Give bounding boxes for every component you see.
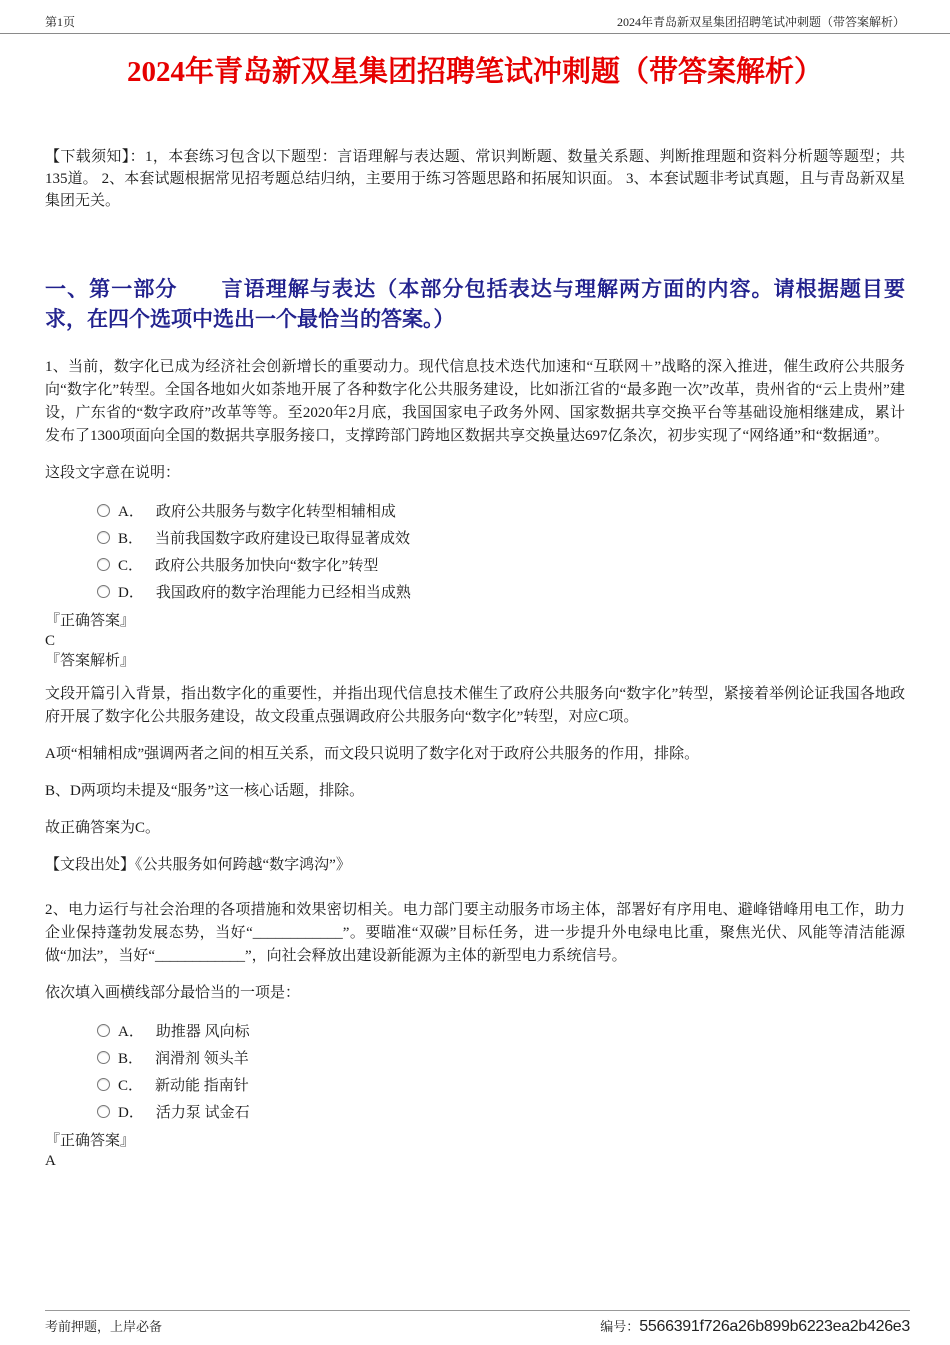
question-2-stem: 2、电力运行与社会治理的各项措施和效果密切相关。电力部门要主动服务市场主体，部署好有序用电、避峰错峰用电工作，助力企业保持蓬勃发展态势，当好“____________”。要瞄准“双碳”目标任务，进一步提升外电绿电比重，聚焦光伏、风能等清洁能源做“加法”，当好“____________”，向社会释放出建设新能源为主体的新型电力系统信号。 [45,902,905,964]
option-letter: D． [118,1104,144,1121]
question-2-option-d[interactable] [97,1100,905,1122]
question-2-options [97,1019,905,1122]
header-doc-title: 2024年青岛新双星集团招聘笔试冲刺题（带答案解析） [616,15,905,29]
correct-answer-value: A [45,1153,56,1169]
option-letter: B． [118,1050,144,1067]
radio-button-icon[interactable] [97,531,110,544]
analysis-paragraph: 故正确答案为C。 [45,820,161,836]
option-text: 活力泵 试金石 [155,1104,250,1121]
option-letter: C． [118,1077,144,1094]
question-2-option-a[interactable] [97,1019,905,1041]
question-1-source: 【文段出处】《公共服务如何跨越“数字鸿沟”》 [45,857,351,873]
page-footer [45,1310,910,1336]
question-2-option-c[interactable] [97,1073,905,1095]
download-notice: 【下载须知】：1，本套练习包含以下题型：言语理解与表达题、常识判断题、数量关系题、判断推理题和资料分析题等题型；共135道。 2、本套试题根据常见招考题总结归纳，主要用于练习答题思路和拓展知识面。 3、本套试题非考试真题，且与青岛新双星集团无关。 [45,149,905,209]
option-text: 新动能 指南针 [155,1077,249,1094]
question-2-answer-block [45,1131,905,1171]
footer-slogan: 考前押题，上岸必备 [45,1319,163,1334]
question-2-option-b[interactable] [97,1046,905,1068]
footer-code [600,1316,910,1336]
footer-code-value: 5566391f726a26b899b6223ea2b426e3 [639,1318,910,1335]
document-title: 2024年青岛新双星集团招聘笔试冲刺题（带答案解析） [126,56,823,88]
document-body [0,52,950,1171]
footer-code-label: 编号： [600,1319,640,1334]
analysis-paragraph: A项“相辅相成”强调两者之间的相互关系，而文段只说明了数字化对于政府公共服务的作用，排除。 [45,746,700,762]
page-number: 第1页 [45,15,76,29]
question-1-prompt: 这段文字意在说明： [45,465,181,481]
correct-answer-label: 『正确答案』 [45,613,136,629]
option-text: 我国政府的数字治理能力已经相当成熟 [155,584,411,601]
question-1-options [97,499,905,602]
option-text: 润滑剂 领头羊 [155,1050,249,1067]
radio-button-icon[interactable] [97,1078,110,1091]
question-1-option-d[interactable] [97,580,905,602]
page-header [0,0,950,34]
question-2-prompt: 依次填入画横线部分最恰当的一项是： [45,985,301,1001]
option-text: 当前我国数字政府建设已取得显著成效 [155,530,411,547]
question-1-option-a[interactable] [97,499,905,521]
question-1-option-b[interactable] [97,526,905,548]
option-letter: B． [118,530,144,547]
option-text: 政府公共服务与数字化转型相辅相成 [155,503,396,520]
question-1-stem: 1、当前，数字化已成为经济社会创新增长的重要动力。现代信息技术迭代加速和“互联网＋”战略的深入推进，催生政府公共服务向“数字化”转型。全国各地如火如荼地开展了各种数字化公共服务建设，比如浙江省的“最多跑一次”改革，贵州省的“云上贵州”建设，广东省的“数字政府”改革等等。至2020年2月底，我国国家电子政务外网、国家数据共享交换平台等基础设施相继建成，累计发布了1300项面向全国的数据共享服务接口，支撑跨部门跨地区数据共享交换量达697亿条次，初步实现了“网络通”和“数据通”。 [45,359,905,444]
option-text: 政府公共服务加快向“数字化”转型 [155,557,379,574]
analysis-paragraph: B、D两项均未提及“服务”这一核心话题，排除。 [45,783,365,799]
option-letter: A． [118,1023,144,1040]
correct-answer-value: C [45,633,56,649]
section-heading: 一、第一部分 言语理解与表达（本部分包括表达与理解两方面的内容。请根据题目要求，在四个选项中选出一个最恰当的答案。） [45,277,905,331]
question-1-option-c[interactable] [97,553,905,575]
option-letter: A． [118,503,144,520]
radio-button-icon[interactable] [97,1051,110,1064]
option-text: 助推器 风向标 [155,1023,250,1040]
option-letter: D． [118,584,144,601]
option-letter: C． [118,557,144,574]
analysis-label: 『答案解析』 [45,653,136,669]
radio-button-icon[interactable] [97,1024,110,1037]
analysis-paragraph: 文段开篇引入背景，指出数字化的重要性，并指出现代信息技术催生了政府公共服务向“数字化”转型，紧接着举例论证我国各地政府开展了数字化公共服务建设，故文段重点强调政府公共服务向“数字化”转型，对应C项。 [45,686,905,725]
radio-button-icon[interactable] [97,558,110,571]
radio-button-icon[interactable] [97,1105,110,1118]
question-1-answer-block [45,611,905,671]
correct-answer-label: 『正确答案』 [45,1133,136,1149]
radio-button-icon[interactable] [97,504,110,517]
radio-button-icon[interactable] [97,585,110,598]
